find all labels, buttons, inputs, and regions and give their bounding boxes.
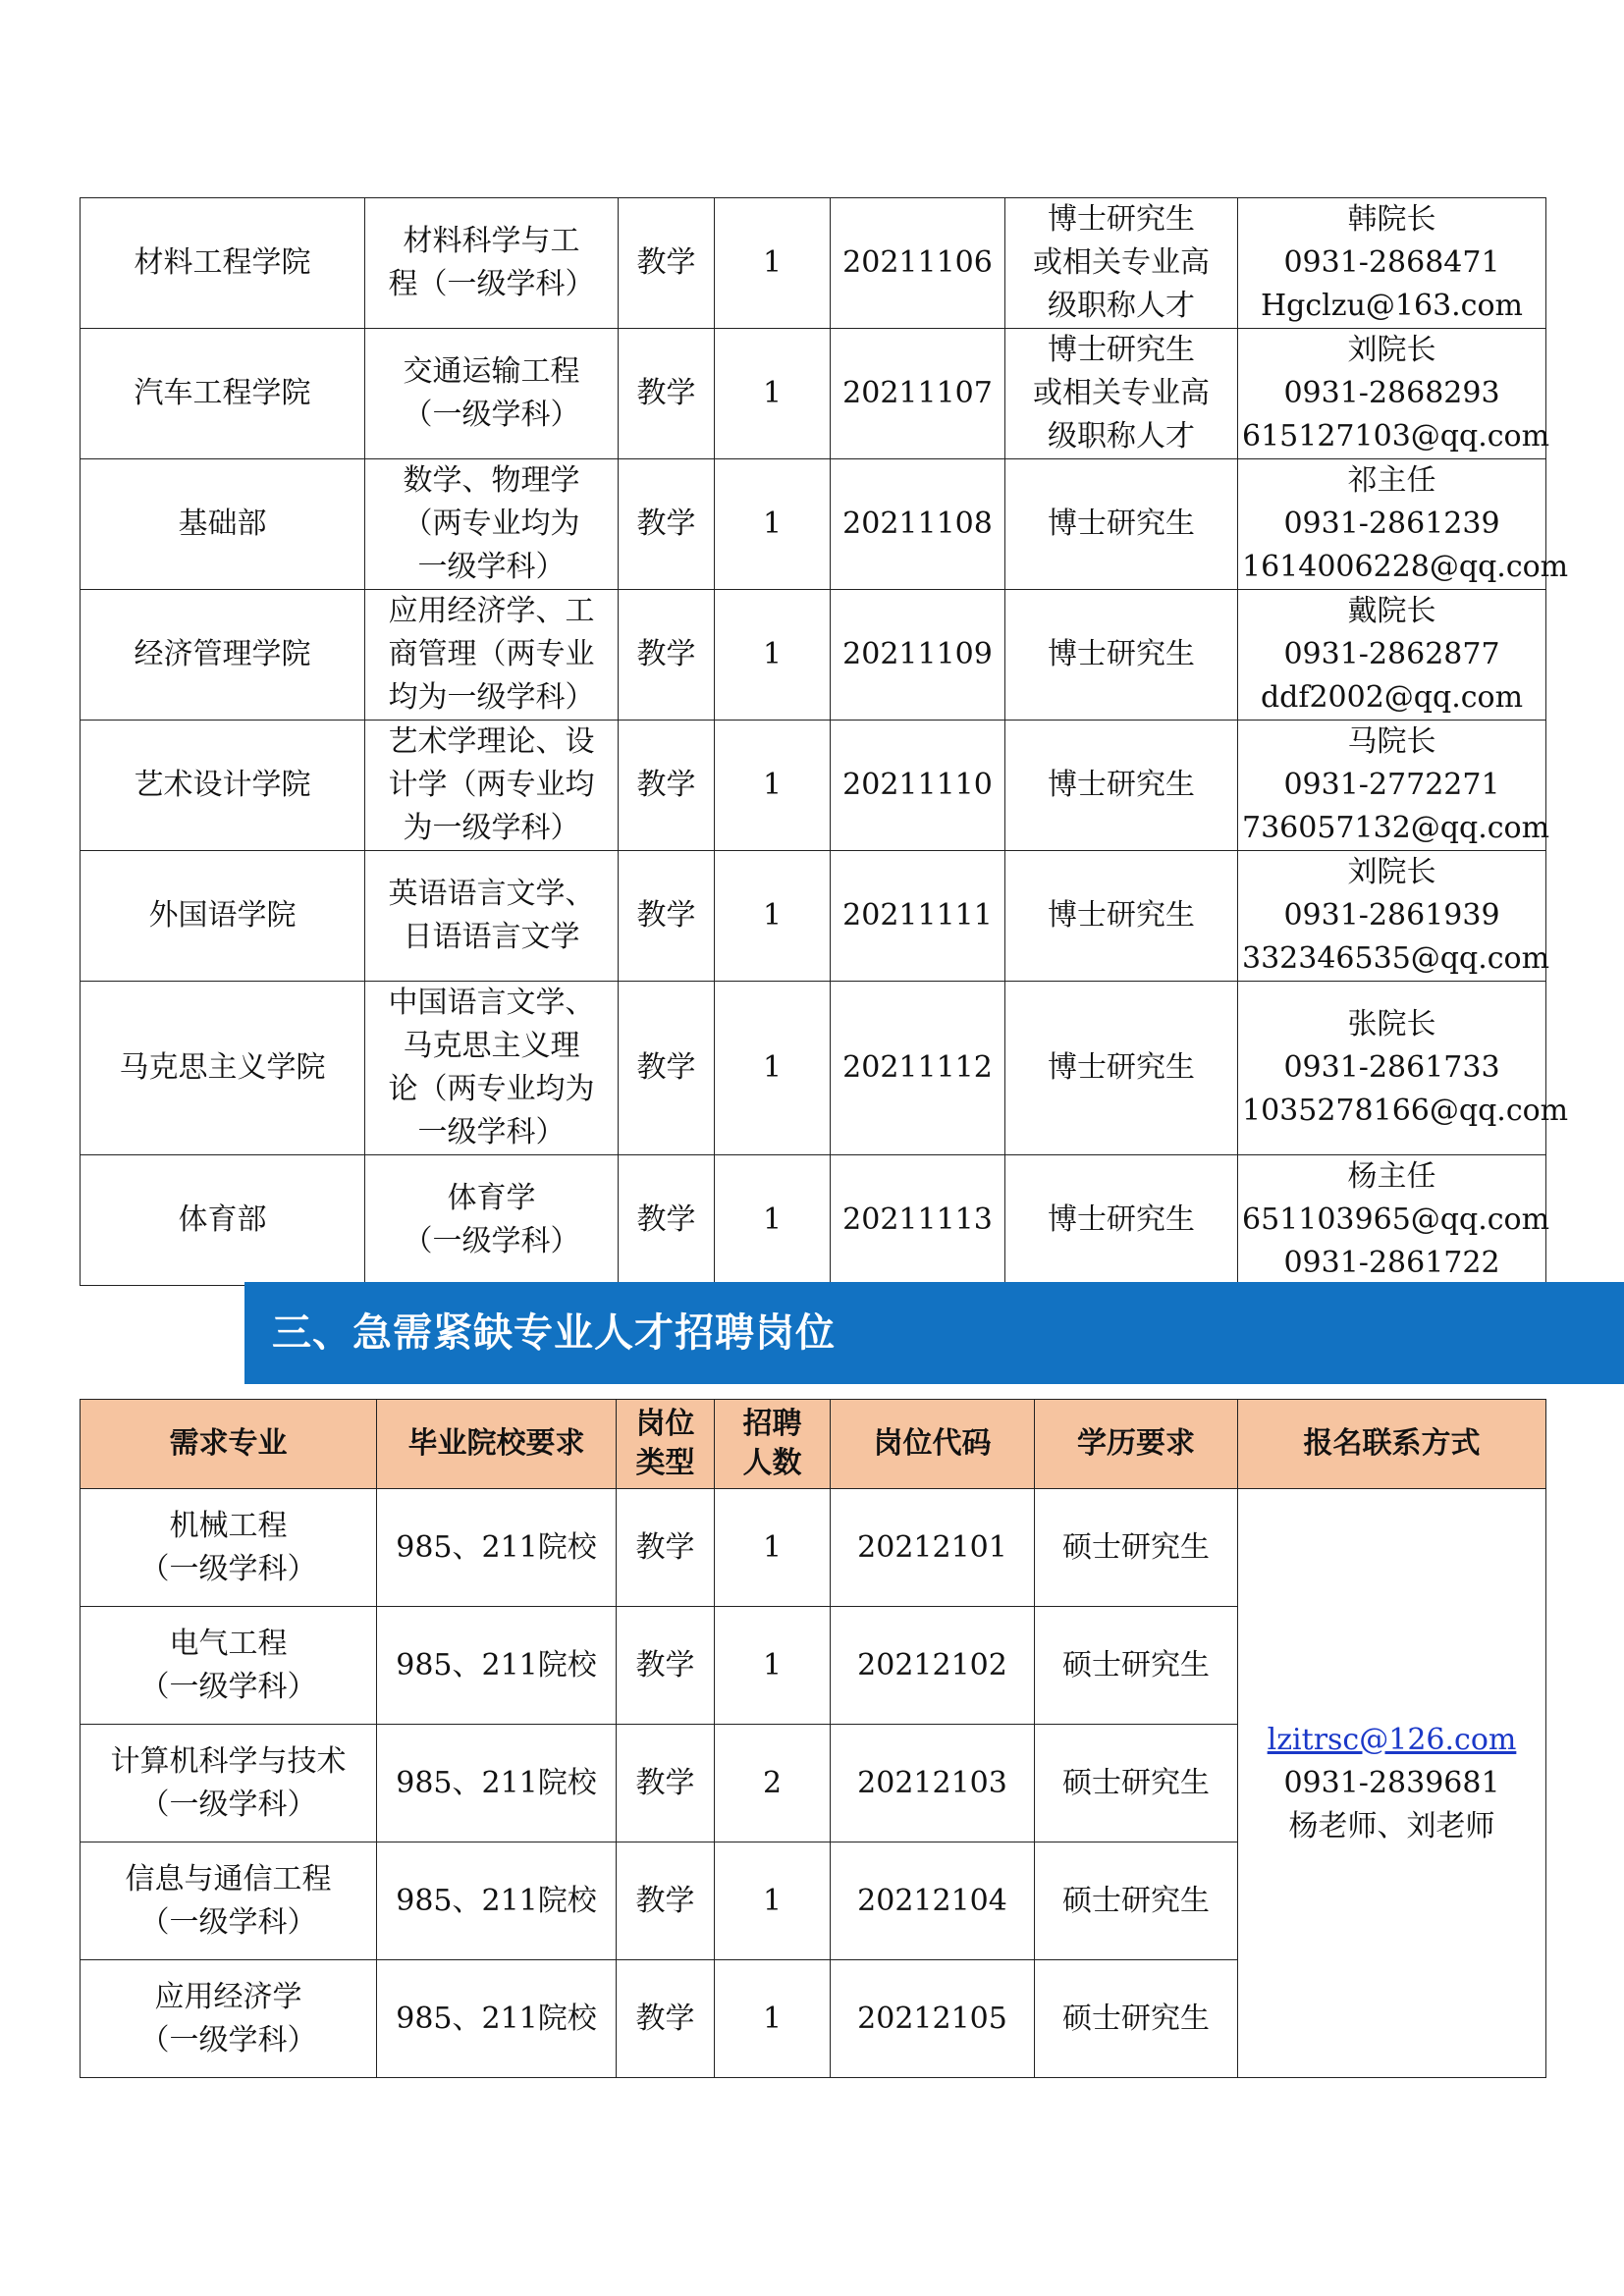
major-cell [81,1607,377,1725]
contact-cell [1238,1155,1550,1286]
edu-line: 博士研究生 [1048,898,1195,933]
header-school: 毕业院校要求 [377,1400,617,1489]
major-line: 一级学科） [417,550,566,584]
dept-cell [81,198,365,329]
count-cell: 1 [715,851,831,982]
code-cell: 20212104 [831,1842,1035,1960]
contact-phone: 0931-2839681 [1283,1765,1500,1800]
major-cell [365,459,619,590]
code-cell: 20211111 [831,851,1005,982]
major-line: 商管理（两专业 [388,637,595,671]
count-cell: 1 [715,1842,831,1960]
major-line: （一级学科） [139,1669,317,1704]
urgent-positions-table [80,1399,1546,2078]
contact-line: Hgclzu@163.com [1261,289,1523,323]
dept-cell [81,590,365,721]
contact-line: ddf2002@qq.com [1260,680,1524,715]
header-count: 招聘 人数 [715,1400,831,1489]
major-line: （一级学科） [139,1904,317,1940]
contact-persons: 杨老师、刘老师 [1288,1808,1495,1843]
edu-cell: 硕士研究生 [1035,1842,1238,1960]
contact-line: 0931-2861939 [1283,898,1500,933]
contact-cell [1238,1489,1546,2078]
major-cell [81,1725,377,1842]
contact-line: 1614006228@qq.com [1242,550,1569,584]
dept-line: 艺术设计学院 [134,768,311,802]
count-cell: 2 [715,1725,831,1842]
major-line: 一级学科） [417,1115,566,1149]
major-cell [365,1155,619,1286]
major-cell [365,329,619,459]
school-cell: 985、211院校 [377,1607,617,1725]
dept-cell [81,459,365,590]
type-cell: 教学 [619,1155,715,1286]
major-line: 电气工程 [169,1626,288,1661]
edu-line: 博士研究生 [1048,202,1195,237]
table-row [81,329,1546,459]
contact-line: 马院长 [1347,724,1436,759]
major-cell [365,590,619,721]
edu-line: 博士研究生 [1048,637,1195,671]
major-line: 均为一级学科） [388,680,595,715]
code-cell: 20211112 [831,982,1005,1155]
major-line: （两专业均为 [403,507,580,541]
contact-line: 祁主任 [1347,463,1436,498]
dept-cell [81,721,365,851]
edu-line: 或相关专业高 [1033,376,1210,410]
type-cell: 教学 [617,1607,715,1725]
dept-line: 马克思主义学院 [119,1050,326,1085]
major-cell [81,1842,377,1960]
table-row [81,851,1546,982]
header-type: 岗位 类型 [617,1400,715,1489]
dept-line: 体育部 [178,1202,267,1237]
major-line: 体育学 [447,1181,536,1215]
contact-line: 0931-2868471 [1283,245,1500,280]
section-title: 三、急需紧缺专业人才招聘岗位 [272,1310,836,1356]
major-line: 计学（两专业均 [388,768,595,802]
contact-line: 615127103@qq.com [1242,419,1550,454]
edu-cell [1005,590,1238,721]
code-cell: 20212105 [831,1960,1035,2078]
contact-cell [1238,590,1546,721]
dept-line: 经济管理学院 [134,637,311,671]
edu-cell [1005,329,1238,459]
contact-cell [1238,329,1550,459]
major-line: 英语语言文学、 [388,877,595,911]
contact-email-link[interactable]: lzitrsc@126.com [1267,1722,1517,1757]
dept-line: 基础部 [178,507,267,541]
code-cell: 20211107 [831,329,1005,459]
count-cell: 1 [715,1960,831,2078]
major-line: 日语语言文学 [403,920,580,954]
doctoral-positions-body [81,198,1569,1286]
major-line: 机械工程 [169,1508,288,1543]
major-line: 数学、物理学 [403,463,580,498]
edu-line: 博士研究生 [1048,1050,1195,1085]
type-cell: 教学 [619,721,715,851]
header-code: 岗位代码 [831,1400,1035,1489]
edu-line: 级职称人才 [1048,419,1195,454]
table-row [81,590,1546,721]
contact-line: 戴院长 [1347,594,1436,628]
contact-line: 651103965@qq.com [1242,1202,1550,1237]
major-line: 论（两专业均为 [388,1072,595,1106]
edu-line: 博士研究生 [1048,507,1195,541]
edu-cell: 硕士研究生 [1035,1607,1238,1725]
edu-line: 博士研究生 [1048,1202,1195,1237]
edu-cell [1005,982,1238,1155]
edu-line: 博士研究生 [1048,768,1195,802]
contact-cell [1238,198,1546,329]
count-cell: 1 [715,198,831,329]
contact-cell [1238,721,1550,851]
major-cell [365,851,619,982]
code-cell: 20212103 [831,1725,1035,1842]
school-cell: 985、211院校 [377,1960,617,2078]
count-cell: 1 [715,590,831,721]
contact-line: 韩院长 [1347,202,1436,237]
table-row [81,1155,1546,1286]
type-cell: 教学 [619,459,715,590]
dept-line: 外国语学院 [148,898,297,933]
major-line: （一级学科） [139,1551,317,1586]
count-cell: 1 [715,982,831,1155]
contact-cell [1238,851,1550,982]
major-line: 材料科学与工 [403,224,580,258]
table-row [81,982,1546,1155]
dept-cell [81,329,365,459]
code-cell: 20211108 [831,459,1005,590]
major-line: 计算机科学与技术 [110,1743,347,1779]
contact-line: 杨主任 [1347,1159,1436,1194]
edu-cell [1005,459,1238,590]
count-cell: 1 [715,1489,831,1607]
edu-cell: 硕士研究生 [1035,1960,1238,2078]
table-row [81,721,1546,851]
contact-line: 刘院长 [1347,855,1436,889]
contact-line: 1035278166@qq.com [1242,1094,1569,1128]
major-line: 中国语言文学、 [388,986,595,1020]
edu-cell [1005,198,1238,329]
contact-line: 0931-2868293 [1283,376,1500,410]
table-row [81,459,1546,590]
major-line: （一级学科） [139,2022,317,2057]
edu-line: 级职称人才 [1048,289,1195,323]
header-major: 需求专业 [81,1400,377,1489]
code-cell: 20211110 [831,721,1005,851]
major-cell [365,982,619,1155]
contact-cell [1238,459,1569,590]
table-row [81,198,1546,329]
header-contact: 报名联系方式 [1238,1400,1546,1489]
type-cell: 教学 [617,1960,715,2078]
type-cell: 教学 [619,590,715,721]
edu-line: 博士研究生 [1048,333,1195,367]
major-line: （一级学科） [403,1224,580,1258]
table-row [81,1489,1546,1607]
contact-line: 张院长 [1347,1007,1436,1041]
header-edu: 学历要求 [1035,1400,1238,1489]
edu-line: 或相关专业高 [1033,245,1210,280]
major-cell [365,721,619,851]
code-cell: 20211113 [831,1155,1005,1286]
contact-line: 0931-2861733 [1283,1050,1500,1085]
code-cell: 20212101 [831,1489,1035,1607]
type-cell: 教学 [619,982,715,1155]
edu-cell [1005,1155,1238,1286]
major-cell [365,198,619,329]
count-cell: 1 [715,459,831,590]
contact-cell [1238,982,1569,1155]
major-line: 为一级学科） [403,811,580,845]
major-cell [81,1960,377,2078]
major-line: 程（一级学科） [388,267,595,301]
code-cell: 20212102 [831,1607,1035,1725]
edu-cell [1005,851,1238,982]
major-line: 交通运输工程 [403,354,580,389]
type-cell: 教学 [619,198,715,329]
contact-line: 0931-2861722 [1283,1246,1500,1280]
dept-cell [81,1155,365,1286]
code-cell: 20211109 [831,590,1005,721]
edu-cell [1005,721,1238,851]
doctoral-positions-table [80,197,1569,1286]
contact-line: 0931-2862877 [1283,637,1500,671]
major-cell [81,1489,377,1607]
contact-line: 刘院长 [1347,333,1436,367]
count-cell: 1 [715,721,831,851]
count-cell: 1 [715,1607,831,1725]
type-cell: 教学 [617,1489,715,1607]
school-cell: 985、211院校 [377,1489,617,1607]
contact-line: 332346535@qq.com [1242,941,1550,976]
dept-line: 材料工程学院 [134,245,311,280]
urgent-positions-body [81,1489,1546,2078]
major-line: （一级学科） [403,398,580,432]
type-cell: 教学 [619,329,715,459]
edu-cell: 硕士研究生 [1035,1725,1238,1842]
school-cell: 985、211院校 [377,1842,617,1960]
major-line: 艺术学理论、设 [388,724,595,759]
dept-cell [81,851,365,982]
major-line: 马克思主义理 [403,1029,580,1063]
code-cell: 20211106 [831,198,1005,329]
edu-cell: 硕士研究生 [1035,1489,1238,1607]
major-line: （一级学科） [139,1787,317,1822]
contact-line: 736057132@qq.com [1242,811,1550,845]
type-cell: 教学 [619,851,715,982]
school-cell: 985、211院校 [377,1725,617,1842]
dept-line: 汽车工程学院 [134,376,311,410]
type-cell: 教学 [617,1842,715,1960]
contact-line: 0931-2861239 [1283,507,1500,541]
count-cell: 1 [715,1155,831,1286]
contact-line: 0931-2772271 [1283,768,1500,802]
count-cell: 1 [715,329,831,459]
major-line: 应用经济学 [154,1979,302,2014]
table-header-row [81,1400,1546,1489]
major-line: 信息与通信工程 [125,1861,332,1896]
major-line: 应用经济学、工 [388,594,595,628]
dept-cell [81,982,365,1155]
type-cell: 教学 [617,1725,715,1842]
